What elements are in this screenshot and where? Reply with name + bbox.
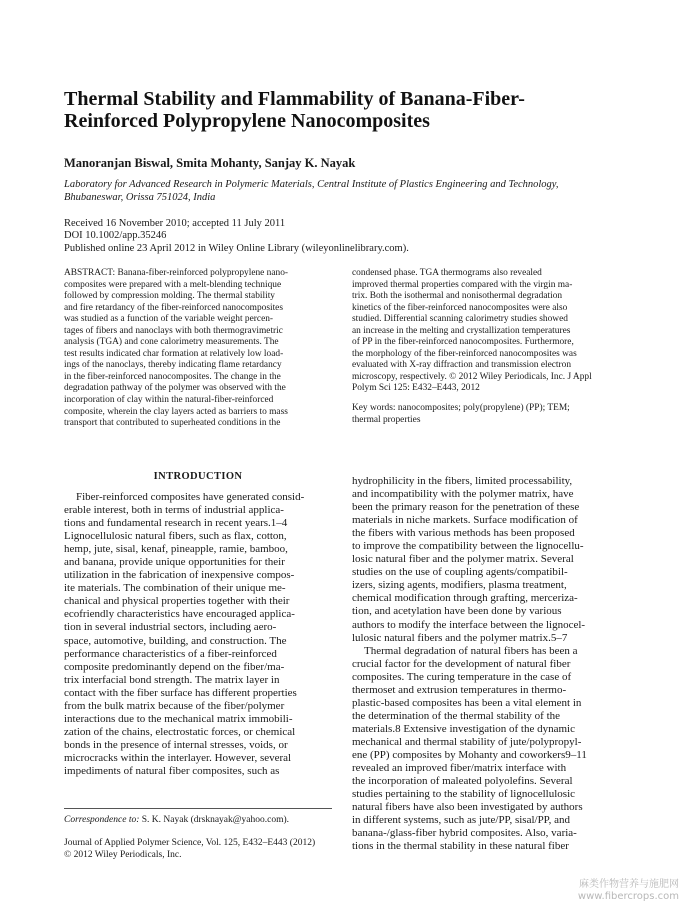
text-line: studies on the use of coupling agents/compatibil- [352, 566, 568, 579]
text-line: analysis (TGA) and cone calorimetry measurements. The [64, 337, 279, 348]
paper-title [64, 88, 624, 132]
text-line: tions in the thermal stability in these natural fiber [352, 840, 569, 853]
text-line: the fibers with various methods has been proposed [352, 527, 575, 540]
text-line: izers, sizing agents, modifiers, plasma treatment, [352, 579, 567, 592]
text-line: and fire retardancy of the fiber-reinforced nanocomposites [64, 302, 283, 313]
text-line: contact with the fiber surface has different properties [64, 686, 297, 699]
text-line: microscopy, respectively. © 2012 Wiley Periodicals, Inc. J Appl [352, 371, 592, 382]
journal-line-1: Journal of Applied Polymer Science, Vol. 125, E432–E443 (2012) [64, 838, 316, 848]
text-line: revealed an improved fiber/matrix interface with [352, 762, 567, 775]
footnote-text: S. K. Nayak (drsknayak@yahoo.com). [139, 815, 290, 825]
text-line: ecofriendly characteristics have encouraged applica- [64, 608, 295, 621]
text-line: bonds in the presence of internal stresses, voids, or [64, 738, 288, 751]
abstract-right-column [352, 268, 620, 395]
text-line: ite materials. The combination of their unique me- [64, 582, 286, 595]
text-line: incorporation of clay within the natural-fiber-reinforced [64, 395, 274, 406]
title-line-2: Reinforced Polypropylene Nanocomposites [64, 110, 430, 132]
keywords-line-2: thermal properties [352, 414, 421, 425]
text-line: an increase in the melting and crystallization temperatures [352, 325, 571, 336]
text-line: followed by compression molding. The thermal stability [64, 291, 275, 302]
journal-line-2: © 2012 Wiley Periodicals, Inc. [64, 849, 182, 860]
text-line: chanical and physical properties together with their [64, 595, 290, 608]
text-line: zation of the chains, electrostatic forces, or chemical [64, 725, 296, 738]
text-line: studies pertaining to the stability of lignocellulosic [352, 788, 576, 801]
affiliation [64, 178, 634, 204]
text-line: the determination of the thermal stability of the [352, 709, 561, 722]
text-line: was studied as a function of the variable weight percen- [64, 314, 274, 325]
text-line: evaluated with X-ray diffraction and transmission electron [352, 360, 572, 371]
footnote-label: Correspondence to: [64, 815, 140, 825]
text-line: interactions due to the mechanical matrix immobili- [64, 712, 293, 725]
body-left-column [64, 491, 332, 778]
keywords [352, 403, 622, 426]
text-line: transport that contributed to superheated conditions in the [64, 418, 281, 429]
text-line: in the fiber-reinforced nanocomposites. The change in the [64, 371, 281, 382]
text-line: ABSTRACT: Banana-fiber-reinforced polypropylene nano- [64, 268, 289, 278]
keywords-line-1: Key words: nanocomposites; poly(propylene) (PP); TEM; [352, 403, 570, 413]
text-line: materials in niche markets. Surface modification of [352, 514, 578, 527]
text-line: Polym Sci 125: E432–E443, 2012 [352, 383, 480, 394]
text-line: improved thermal properties compared with the virgin ma- [352, 279, 573, 290]
author-list: Manoranjan Biswal, Smita Mohanty, Sanjay K. Nayak [64, 156, 356, 170]
text-line: chemical modification through grafting, merceriza- [352, 592, 578, 605]
text-line: hemp, jute, sisal, kenaf, pineapple, ramie, bamboo, [64, 543, 288, 556]
text-line: thermoset and extrusion temperatures in thermo- [352, 683, 567, 696]
text-line: the morphology of the fiber-reinforced nanocomposites was [352, 348, 577, 359]
text-line: losic natural fiber and the polymer matrix. Several [352, 553, 574, 566]
text-line: performance characteristics of a fiber-reinforced [64, 647, 277, 660]
publication-dates [64, 218, 409, 255]
watermark-line-1: 麻类作物营养与施肥网 [579, 879, 679, 890]
text-line: tion, and acetylation have been done by various [352, 605, 562, 618]
text-line: natural fibers have also been investigated by authors [352, 801, 583, 814]
text-line: composites. The curing temperature in the case of [352, 670, 572, 683]
text-line: and incompatibility with the polymer matrix, have [352, 488, 574, 501]
text-line: to improve the compatibility between the lignocellu- [352, 540, 584, 553]
text-line: the incorporation of maleated polyolefins. Several [352, 775, 573, 788]
journal-citation [64, 838, 315, 861]
body-right-column [352, 475, 622, 853]
text-line: tages of fibers and nanoclays with both thermogravimetric [64, 325, 283, 336]
doi: DOI 10.1002/app.35246 [64, 230, 167, 242]
text-line: in different systems, such as jute/PP, sisal/PP, and [352, 814, 570, 827]
published-date: Published online 23 April 2012 in Wiley Online Library (wileyonlinelibrary.com). [64, 242, 409, 254]
text-line: trix. Both the isothermal and nonisothermal degradation [352, 291, 563, 302]
text-line: ene (PP) composites by Mohanty and coworkers9–11 [352, 748, 587, 761]
text-line: materials.8 Extensive investigation of the dynamic [352, 722, 575, 735]
affiliation-line-2: Bhubaneswar, Orissa 751024, India [64, 192, 216, 203]
text-line: ings of the nanoclays, thereby indicating flame retardancy [64, 360, 282, 371]
abstract-left-column [64, 268, 332, 430]
section-heading: INTRODUCTION [153, 471, 243, 482]
text-line: composite predominantly depend on the fiber/ma- [64, 660, 285, 673]
text-line: of PP in the fiber-reinforced nanocomposites. Furthermore, [352, 337, 574, 348]
text-line: plastic-based composites has been a vital element in [352, 696, 582, 709]
text-line: and banana, provide unique opportunities for their [64, 556, 285, 569]
footnote-rule [64, 808, 332, 809]
text-line: test results indicated char formation at relatively low load- [64, 348, 284, 359]
site-watermark [578, 879, 679, 903]
text-line: authors to modify the interface between the lignocel- [352, 618, 586, 631]
text-line: condensed phase. TGA thermograms also revealed [352, 268, 542, 278]
text-line: degradation pathway of the polymer was observed with the [64, 383, 286, 394]
text-line: lulosic natural fibers and the polymer matrix.5–7 [352, 631, 568, 644]
text-line: microcracks within the interlayer. However, several [64, 751, 292, 764]
text-line: from the bulk matrix because of the fiber/polymer [64, 699, 285, 712]
correspondence-footnote [64, 814, 289, 826]
text-line: tion in several industrial sectors, including aero- [64, 621, 277, 634]
text-line: trix interfacial bond strength. The matrix layer in [64, 673, 280, 686]
text-line: composites were prepared with a melt-blending technique [64, 279, 282, 290]
text-line: Lignocellulosic natural fibers, such as flax, cotton, [64, 530, 287, 543]
received-date: Received 16 November 2010; accepted 11 July 2011 [64, 218, 286, 229]
text-line: crucial factor for the development of natural fiber [352, 657, 571, 670]
affiliation-line-1: Laboratory for Advanced Research in Polymeric Materials, Central Institute of Plastics Engineering and Technology, [64, 179, 559, 190]
text-line: Fiber-reinforced composites have generated consid- [76, 491, 305, 503]
text-line: space, automotive, building, and construction. The [64, 634, 287, 647]
text-line: kinetics of the fiber-reinforced nanocomposites were also [352, 302, 568, 313]
watermark-line-2: www.fibercrops.com [577, 891, 679, 902]
text-line: hydrophilicity in the fibers, limited processability, [352, 475, 573, 487]
text-line: composite, wherein the clay layers acted as barriers to mass [64, 406, 288, 417]
text-line: studied. Differential scanning calorimetry studies showed [352, 314, 568, 325]
text-line: banana-/glass-fiber hybrid composites. Also, varia- [352, 827, 577, 840]
text-line: erable interest, both in terms of industrial applica- [64, 504, 284, 517]
title-line-1: Thermal Stability and Flammability of Banana-Fiber- [64, 88, 525, 110]
text-line: Thermal degradation of natural fibers has been a [364, 644, 578, 657]
text-line: mechanical and thermal stability of jute/polypropyl- [352, 735, 582, 748]
text-line: impediments of natural fiber composites, such as [64, 764, 280, 777]
text-line: been the primary reason for the penetration of these [352, 501, 580, 514]
text-line: utilization in the fabrication of inexpensive compos- [64, 569, 295, 582]
text-line: tions and fundamental research in recent years.1–4 [64, 517, 288, 530]
